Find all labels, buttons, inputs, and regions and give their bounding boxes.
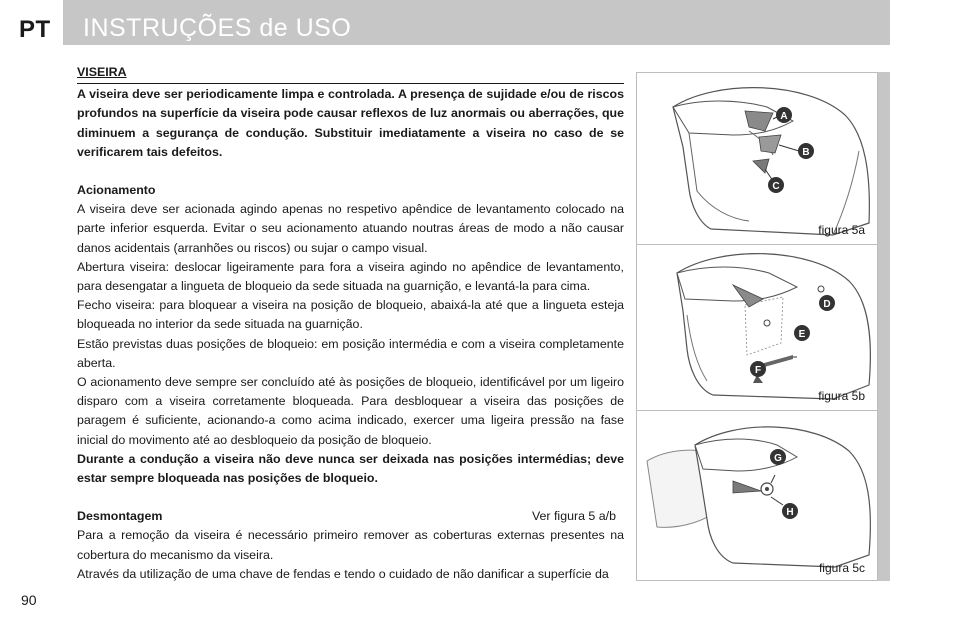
callout-b bbox=[798, 143, 814, 159]
acionamento-paragraph: Fecho viseira: para bloquear a viseira na posição de bloqueio, abaixá-la até que a lingueta esteja bloqueada no interior da sede situada na guarnição. bbox=[77, 298, 624, 332]
acionamento-heading: Acionamento bbox=[77, 183, 156, 198]
spacer bbox=[77, 162, 624, 181]
viseira-warning: A viseira deve ser periodicamente limpa e controlada. A presença de sujidade e/ou de riscos profundos na superfície da viseira pode causar reflexos de luz anormais ou aberrações, que diminuem a segurança de condução. Substituir imediatamente a viseira no caso de se verificarem tais defeitos. bbox=[77, 87, 624, 159]
viseira-heading: VISEIRA bbox=[77, 63, 624, 84]
figure-side-bar bbox=[878, 72, 890, 581]
spacer bbox=[77, 488, 624, 507]
callout-g bbox=[770, 449, 786, 465]
acionamento-paragraph: A viseira deve ser acionada agindo apenas no respetivo apêndice de levantamento colocado na parte inferior esquerda. Evitar o seu acionamento atuando noutras áreas de modo a não causar danos acidentais (arranhões ou riscos) ou sujar o campo visual. bbox=[77, 202, 624, 255]
svg-text:E: E bbox=[798, 329, 806, 340]
svg-text:B: B bbox=[802, 147, 810, 158]
callout-e bbox=[794, 325, 810, 341]
acionamento-paragraph: Estão previstas duas posições de bloqueio: em posição intermédia e com a viseira completamente aberta. bbox=[77, 336, 624, 370]
page-title: INSTRUÇÕES de USO bbox=[83, 14, 352, 42]
figure-caption: figura 5a bbox=[818, 223, 865, 237]
figure-5b bbox=[637, 245, 877, 411]
helmet-illustration-5b bbox=[637, 245, 877, 411]
callout-d bbox=[819, 295, 835, 311]
desmontagem-heading: Desmontagem bbox=[77, 509, 163, 524]
instructions-text bbox=[77, 63, 624, 584]
svg-text:A: A bbox=[780, 111, 788, 122]
acionamento-warning: Durante a condução a viseira não deve nunca ser deixada nas posições intermédias; deve estar sempre bloqueada nas posições de bloqueio. bbox=[77, 451, 624, 486]
svg-text:D: D bbox=[823, 299, 831, 310]
figure-caption: figura 5c bbox=[818, 561, 865, 575]
desmontagem-heading-row bbox=[77, 507, 624, 526]
desmontagem-paragraph: Para a remoção da viseira é necessário primeiro remover as coberturas externas presentes na cobertura do mecanismo da viseira. bbox=[77, 528, 624, 562]
page-number: 90 bbox=[21, 592, 37, 608]
callout-h bbox=[782, 503, 798, 519]
svg-text:G: G bbox=[774, 453, 782, 464]
figure-5c bbox=[637, 411, 877, 580]
desmontagem-paragraph: Através da utilização de uma chave de fendas e tendo o cuidado de não danificar a superfície da bbox=[77, 566, 609, 581]
helmet-illustration-5a bbox=[637, 73, 877, 245]
header-bar bbox=[63, 0, 890, 45]
language-code: PT bbox=[19, 16, 51, 43]
figure-5a bbox=[637, 73, 877, 245]
svg-text:H: H bbox=[786, 507, 794, 518]
figure-caption: figura 5b bbox=[818, 389, 865, 403]
figure-reference: Ver figura 5 a/b bbox=[531, 509, 616, 524]
callout-f bbox=[750, 361, 766, 377]
callout-c bbox=[768, 177, 784, 193]
svg-text:C: C bbox=[772, 181, 780, 192]
callout-a bbox=[776, 107, 792, 123]
acionamento-paragraph: Abertura viseira: deslocar ligeiramente para fora a viseira agindo no apêndice de levantamento, para desengatar a lingueta de bloqueio da sede situada na guarnição, e levantá-la para cima. bbox=[77, 259, 624, 294]
figure-panel bbox=[636, 72, 878, 581]
acionamento-paragraph: O acionamento deve sempre ser concluído até às posições de bloqueio, identificável por um ligeiro disparo com a viseira corretamente bloqueada. Para desbloquear a viseira das posições de paragem é suficiente, acionando-a como acima indicado, exercer uma ligeira pressão na fase inicial do movimento até ao desbloqueio da posição de bloqueio. bbox=[77, 375, 624, 447]
helmet-illustration-5c bbox=[637, 411, 877, 580]
svg-text:F: F bbox=[754, 365, 762, 376]
